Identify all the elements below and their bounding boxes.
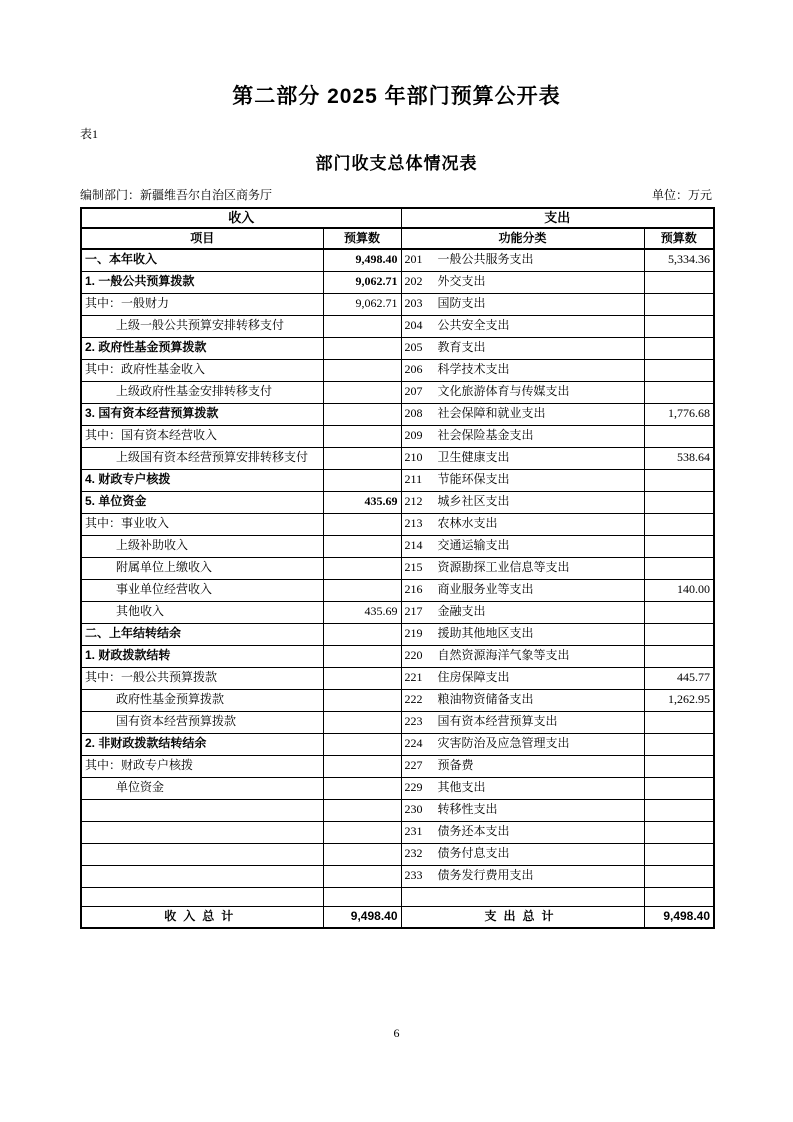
income-item-cell: 附属单位上缴收入 bbox=[81, 557, 323, 579]
expense-item-cell bbox=[401, 249, 644, 271]
function-code: 217 bbox=[404, 604, 423, 619]
expense-item-cell bbox=[401, 293, 644, 315]
income-item-cell: 上级国有资本经营预算安排转移支付 bbox=[81, 447, 323, 469]
income-item-cell bbox=[81, 887, 323, 906]
expense-item-cell bbox=[401, 689, 644, 711]
expense-item-cell bbox=[401, 513, 644, 535]
function-code: 207 bbox=[404, 384, 423, 399]
expense-item-cell bbox=[401, 843, 644, 865]
expense-total-label: 支出总计 bbox=[401, 906, 644, 928]
function-name: 公共安全支出 bbox=[437, 318, 510, 333]
income-amount-cell bbox=[323, 711, 401, 733]
expense-amount-cell bbox=[644, 601, 714, 623]
table-body bbox=[81, 249, 714, 887]
expense-amount-cell bbox=[644, 799, 714, 821]
column-header-budget: 预算数 bbox=[323, 228, 401, 249]
expense-item-cell bbox=[401, 403, 644, 425]
table-row bbox=[81, 359, 714, 381]
expense-amount-cell bbox=[644, 711, 714, 733]
expense-item-cell bbox=[401, 887, 644, 906]
expense-item-cell bbox=[401, 447, 644, 469]
function-name: 资源勘探工业信息等支出 bbox=[437, 560, 570, 575]
expense-amount-cell bbox=[644, 425, 714, 447]
function-name: 其他支出 bbox=[437, 780, 486, 795]
expense-item-cell bbox=[401, 667, 644, 689]
expense-item-cell bbox=[401, 579, 644, 601]
function-code: 224 bbox=[404, 736, 423, 751]
table-row bbox=[81, 601, 714, 623]
expense-item-cell bbox=[401, 755, 644, 777]
expense-item-cell bbox=[401, 821, 644, 843]
table-row bbox=[81, 755, 714, 777]
expense-amount-cell bbox=[644, 381, 714, 403]
function-code: 210 bbox=[404, 450, 423, 465]
income-item-cell: 2. 非财政拨款结转结余 bbox=[81, 733, 323, 755]
function-code: 209 bbox=[404, 428, 423, 443]
income-item-cell: 其中：财政专户核拨 bbox=[81, 755, 323, 777]
expense-item-cell bbox=[401, 601, 644, 623]
function-name: 国防支出 bbox=[437, 296, 486, 311]
income-item-cell: 2. 政府性基金预算拨款 bbox=[81, 337, 323, 359]
function-code: 230 bbox=[404, 802, 423, 817]
expense-item-cell bbox=[401, 491, 644, 513]
table-row bbox=[81, 381, 714, 403]
table-row bbox=[81, 337, 714, 359]
function-name: 债务发行费用支出 bbox=[437, 868, 534, 883]
table-row bbox=[81, 271, 714, 293]
function-name: 文化旅游体育与传媒支出 bbox=[437, 384, 570, 399]
function-code: 212 bbox=[404, 494, 423, 509]
expense-total-amount: 9,498.40 bbox=[644, 906, 714, 928]
income-item-cell: 其中：国有资本经营收入 bbox=[81, 425, 323, 447]
function-code: 216 bbox=[404, 582, 423, 597]
income-amount-cell bbox=[323, 403, 401, 425]
function-code: 222 bbox=[404, 692, 423, 707]
function-code: 223 bbox=[404, 714, 423, 729]
header-row-sections bbox=[81, 208, 714, 228]
function-name: 一般公共服务支出 bbox=[437, 252, 534, 267]
expense-item-cell bbox=[401, 337, 644, 359]
header-row-columns bbox=[81, 228, 714, 249]
income-amount-cell bbox=[323, 799, 401, 821]
function-code: 221 bbox=[404, 670, 423, 685]
expense-amount-cell bbox=[644, 337, 714, 359]
income-item-cell: 上级一般公共预算安排转移支付 bbox=[81, 315, 323, 337]
income-item-cell: 其中：一般财力 bbox=[81, 293, 323, 315]
expense-amount-cell: 1,776.68 bbox=[644, 403, 714, 425]
table-row bbox=[81, 557, 714, 579]
function-name: 援助其他地区支出 bbox=[437, 626, 534, 641]
income-item-cell: 3. 国有资本经营预算拨款 bbox=[81, 403, 323, 425]
total-row bbox=[81, 906, 714, 928]
function-code: 231 bbox=[404, 824, 423, 839]
table-label: 表1 bbox=[80, 127, 99, 141]
table-meta bbox=[80, 188, 712, 202]
income-amount-cell: 435.69 bbox=[323, 601, 401, 623]
income-amount-cell: 9,062.71 bbox=[323, 293, 401, 315]
income-amount-cell bbox=[323, 359, 401, 381]
page-number: 6 bbox=[393, 1026, 400, 1040]
table-row bbox=[81, 469, 714, 491]
function-name: 债务付息支出 bbox=[437, 846, 510, 861]
income-amount-cell bbox=[323, 689, 401, 711]
expense-amount-cell: 538.64 bbox=[644, 447, 714, 469]
expense-amount-cell: 5,334.36 bbox=[644, 249, 714, 271]
income-item-cell bbox=[81, 843, 323, 865]
expense-item-cell bbox=[401, 733, 644, 755]
document-title: 第二部分 2025 年部门预算公开表 bbox=[232, 85, 561, 108]
budget-table bbox=[80, 207, 715, 929]
column-header-functional-class: 功能分类 bbox=[401, 228, 644, 249]
function-name: 交通运输支出 bbox=[437, 538, 510, 553]
income-item-cell: 上级政府性基金安排转移支付 bbox=[81, 381, 323, 403]
income-item-cell: 事业单位经营收入 bbox=[81, 579, 323, 601]
function-name: 粮油物资储备支出 bbox=[437, 692, 534, 707]
expense-amount-cell bbox=[644, 843, 714, 865]
income-amount-cell bbox=[323, 315, 401, 337]
function-code: 211 bbox=[404, 472, 423, 487]
income-item-cell: 其中：事业收入 bbox=[81, 513, 323, 535]
column-header-budget2: 预算数 bbox=[644, 228, 714, 249]
expense-amount-cell bbox=[644, 887, 714, 906]
function-code: 233 bbox=[404, 868, 423, 883]
income-item-cell: 一、本年收入 bbox=[81, 249, 323, 271]
function-name: 农林水支出 bbox=[437, 516, 498, 531]
table-row bbox=[81, 689, 714, 711]
income-amount-cell bbox=[323, 469, 401, 491]
table-row bbox=[81, 491, 714, 513]
function-name: 社会保障和就业支出 bbox=[437, 406, 546, 421]
table-row bbox=[81, 645, 714, 667]
income-item-cell: 其中：一般公共预算拨款 bbox=[81, 667, 323, 689]
table-row bbox=[81, 249, 714, 271]
function-code: 214 bbox=[404, 538, 423, 553]
income-section-header: 收入 bbox=[81, 208, 401, 228]
function-code: 229 bbox=[404, 780, 423, 795]
income-item-cell: 上级补助收入 bbox=[81, 535, 323, 557]
income-item-cell: 国有资本经营预算拨款 bbox=[81, 711, 323, 733]
expense-amount-cell bbox=[644, 777, 714, 799]
expense-amount-cell bbox=[644, 491, 714, 513]
expense-amount-cell bbox=[644, 645, 714, 667]
expense-amount-cell: 445.77 bbox=[644, 667, 714, 689]
expense-amount-cell bbox=[644, 513, 714, 535]
expense-amount-cell bbox=[644, 293, 714, 315]
income-amount-cell bbox=[323, 887, 401, 906]
income-amount-cell bbox=[323, 623, 401, 645]
income-amount-cell bbox=[323, 777, 401, 799]
expense-amount-cell bbox=[644, 733, 714, 755]
table-row bbox=[81, 403, 714, 425]
expense-amount-cell bbox=[644, 755, 714, 777]
income-amount-cell bbox=[323, 447, 401, 469]
function-code: 213 bbox=[404, 516, 423, 531]
table-row bbox=[81, 447, 714, 469]
income-total-label: 收入总计 bbox=[81, 906, 323, 928]
function-code: 204 bbox=[404, 318, 423, 333]
function-name: 教育支出 bbox=[437, 340, 486, 355]
income-amount-cell bbox=[323, 645, 401, 667]
income-item-cell bbox=[81, 821, 323, 843]
expense-item-cell bbox=[401, 359, 644, 381]
function-name: 社会保险基金支出 bbox=[437, 428, 534, 443]
table-row bbox=[81, 293, 714, 315]
expense-item-cell bbox=[401, 557, 644, 579]
function-code: 219 bbox=[404, 626, 423, 641]
function-name: 住房保障支出 bbox=[437, 670, 510, 685]
income-item-cell bbox=[81, 799, 323, 821]
function-code: 227 bbox=[404, 758, 423, 773]
income-amount-cell bbox=[323, 425, 401, 447]
function-code: 201 bbox=[404, 252, 423, 267]
income-amount-cell: 435.69 bbox=[323, 491, 401, 513]
function-name: 卫生健康支出 bbox=[437, 450, 510, 465]
expense-amount-cell bbox=[644, 315, 714, 337]
income-amount-cell bbox=[323, 337, 401, 359]
table-row bbox=[81, 777, 714, 799]
income-item-cell: 1. 一般公共预算拨款 bbox=[81, 271, 323, 293]
function-name: 金融支出 bbox=[437, 604, 486, 619]
income-item-cell: 政府性基金预算拨款 bbox=[81, 689, 323, 711]
table-row bbox=[81, 711, 714, 733]
function-code: 215 bbox=[404, 560, 423, 575]
income-item-cell: 1. 财政拨款结转 bbox=[81, 645, 323, 667]
unit-label: 单位：万元 bbox=[651, 188, 712, 202]
income-total-amount: 9,498.40 bbox=[323, 906, 401, 928]
table-row bbox=[81, 579, 714, 601]
column-header-item: 项目 bbox=[81, 228, 323, 249]
expense-item-cell bbox=[401, 865, 644, 887]
table-row bbox=[81, 513, 714, 535]
income-amount-cell: 9,062.71 bbox=[323, 271, 401, 293]
prepared-by-label: 编制部门：新疆维吾尔自治区商务厅 bbox=[80, 188, 273, 202]
income-amount-cell bbox=[323, 535, 401, 557]
expense-item-cell bbox=[401, 425, 644, 447]
income-amount-cell bbox=[323, 755, 401, 777]
income-amount-cell bbox=[323, 865, 401, 887]
expense-amount-cell bbox=[644, 271, 714, 293]
table-row bbox=[81, 315, 714, 337]
table-title: 部门收支总体情况表 bbox=[315, 154, 478, 173]
expenditure-section-header: 支出 bbox=[401, 208, 714, 228]
expense-amount-cell bbox=[644, 535, 714, 557]
spacer-row bbox=[81, 887, 714, 906]
income-item-cell bbox=[81, 865, 323, 887]
income-item-cell: 其他收入 bbox=[81, 601, 323, 623]
expense-item-cell bbox=[401, 623, 644, 645]
expense-amount-cell bbox=[644, 557, 714, 579]
table-row bbox=[81, 425, 714, 447]
function-code: 206 bbox=[404, 362, 423, 377]
expense-amount-cell bbox=[644, 865, 714, 887]
function-code: 202 bbox=[404, 274, 423, 289]
income-amount-cell bbox=[323, 557, 401, 579]
table-row bbox=[81, 733, 714, 755]
income-amount-cell bbox=[323, 843, 401, 865]
income-item-cell: 其中：政府性基金收入 bbox=[81, 359, 323, 381]
expense-item-cell bbox=[401, 469, 644, 491]
function-name: 商业服务业等支出 bbox=[437, 582, 534, 597]
function-code: 203 bbox=[404, 296, 423, 311]
function-name: 城乡社区支出 bbox=[437, 494, 510, 509]
income-amount-cell: 9,498.40 bbox=[323, 249, 401, 271]
function-code: 205 bbox=[404, 340, 423, 355]
function-name: 科学技术支出 bbox=[437, 362, 510, 377]
function-name: 节能环保支出 bbox=[437, 472, 510, 487]
function-name: 国有资本经营预算支出 bbox=[437, 714, 558, 729]
table-row bbox=[81, 667, 714, 689]
table-row bbox=[81, 843, 714, 865]
table-row bbox=[81, 821, 714, 843]
function-name: 预备费 bbox=[437, 758, 474, 773]
expense-item-cell bbox=[401, 711, 644, 733]
expense-item-cell bbox=[401, 381, 644, 403]
expense-amount-cell: 1,262.95 bbox=[644, 689, 714, 711]
expense-amount-cell bbox=[644, 469, 714, 491]
expense-item-cell bbox=[401, 535, 644, 557]
table-row bbox=[81, 535, 714, 557]
expense-amount-cell bbox=[644, 623, 714, 645]
table-row bbox=[81, 799, 714, 821]
expense-amount-cell bbox=[644, 821, 714, 843]
function-name: 转移性支出 bbox=[437, 802, 498, 817]
function-name: 外交支出 bbox=[437, 274, 486, 289]
income-amount-cell bbox=[323, 513, 401, 535]
income-amount-cell bbox=[323, 381, 401, 403]
table-row bbox=[81, 865, 714, 887]
income-item-cell: 二、上年结转结余 bbox=[81, 623, 323, 645]
function-code: 232 bbox=[404, 846, 423, 861]
expense-item-cell bbox=[401, 777, 644, 799]
expense-item-cell bbox=[401, 799, 644, 821]
function-name: 债务还本支出 bbox=[437, 824, 510, 839]
income-item-cell: 单位资金 bbox=[81, 777, 323, 799]
income-amount-cell bbox=[323, 821, 401, 843]
expense-item-cell bbox=[401, 271, 644, 293]
expense-item-cell bbox=[401, 645, 644, 667]
income-item-cell: 4. 财政专户核拨 bbox=[81, 469, 323, 491]
income-amount-cell bbox=[323, 667, 401, 689]
expense-amount-cell: 140.00 bbox=[644, 579, 714, 601]
function-code: 208 bbox=[404, 406, 423, 421]
income-amount-cell bbox=[323, 733, 401, 755]
expense-amount-cell bbox=[644, 359, 714, 381]
income-item-cell: 5. 单位资金 bbox=[81, 491, 323, 513]
income-amount-cell bbox=[323, 579, 401, 601]
expense-item-cell bbox=[401, 315, 644, 337]
function-code: 220 bbox=[404, 648, 423, 663]
function-name: 自然资源海洋气象等支出 bbox=[437, 648, 570, 663]
function-name: 灾害防治及应急管理支出 bbox=[437, 736, 570, 751]
table-row bbox=[81, 623, 714, 645]
